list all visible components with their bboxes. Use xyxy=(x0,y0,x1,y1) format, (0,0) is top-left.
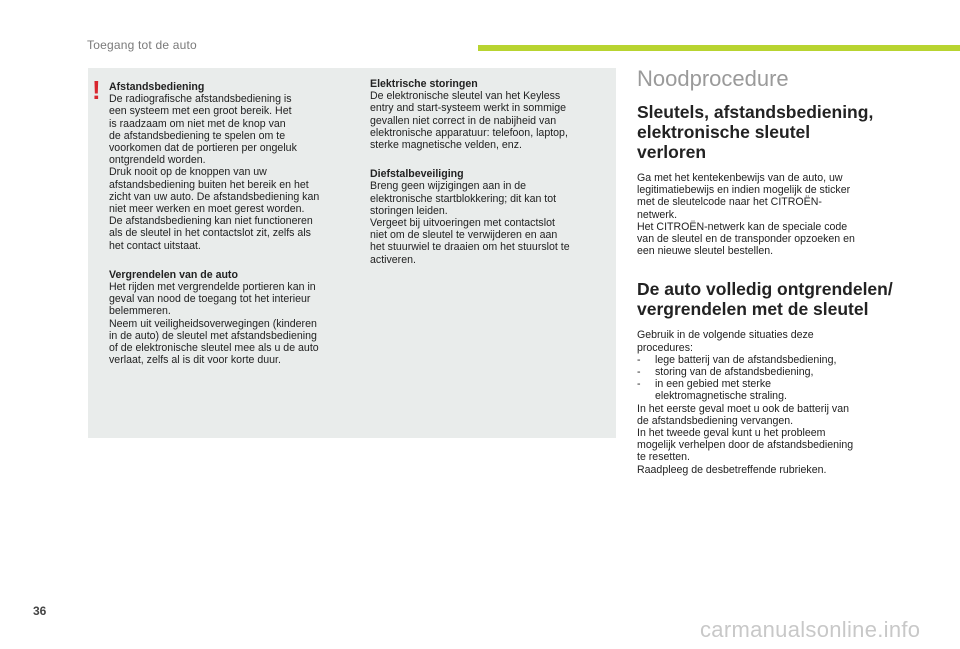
block-text: Het rijden met vergrendelde portieren kan in geval van nood de toegang tot het interieur belemmeren. Neem uit veiligheidsoverwegingen (kinderen in de auto) de sleutel met afstandsbediening of de elektronische sleutel mee als u de auto verlaat, zelfs al is dit voor korte duur. xyxy=(109,281,319,367)
block-title: Elektrische storingen xyxy=(370,78,478,90)
page-number: 36 xyxy=(33,604,47,618)
warning-right-column xyxy=(370,78,606,283)
section-outro-unlock-lock: In het eerste geval moet u ook de batterij van de afstandsbediening vervangen. In het tweede geval kunt u het probleem mogelijk verhelpen door de afstandsbediening te resetten. Raadpleeg de desbetreffende rubrieken. xyxy=(637,402,854,476)
warning-block-anti-theft xyxy=(370,168,606,266)
section-intro-unlock-lock: Gebruik in de volgende situaties deze procedures: xyxy=(637,329,814,354)
situations-list xyxy=(637,354,899,403)
block-title: Vergrendelen van de auto xyxy=(109,268,238,281)
exclamation-icon: ! xyxy=(92,75,101,105)
page-heading: Noodprocedure xyxy=(637,66,789,91)
warning-block-remote-control xyxy=(109,81,353,252)
block-title: Afstandsbediening xyxy=(109,81,205,93)
warning-block-locking xyxy=(109,269,353,367)
main-content xyxy=(637,66,899,498)
section-text-lost-keys: Ga met het kentekenbewijs van de auto, uw legitimatiebewijs en indien mogelijk de sticker met de sleutelcode naar het CITROËN- netwerk. Het CITROËN-netwerk kan de speciale code van de sleutel en de transponder opzoeken en een nieuwe sleutel bestellen. xyxy=(637,172,855,258)
block-text: De radiografische afstandsbediening is een systeem met een groot bereik. Het is raadzaam om niet met de knop van de afstandsbediening te spelen om te voorkomen dat de portieren per ongeluk ontgrendeld worden. Druk nooit op de knoppen van uw afstandsbediening buiten het bereik en het zicht van uw auto. De afstandsbediening kan niet meer werken en moet gerest worden. De afstandsbediening kan niet functioneren als de sleutel in het contactslot zit, zelfs als het contact uitstaat. xyxy=(109,93,320,252)
warning-left-column xyxy=(109,81,353,383)
list-item: - in een gebied met sterke elektromagnetische straling. xyxy=(637,378,787,403)
block-text: De elektronische sleutel van het Keyless entry and start-systeem werkt in sommige gevallen niet correct in de nabijheid van elektronische apparatuur: telefoon, laptop, sterke magnetische velden, enz. xyxy=(370,90,568,152)
section-heading-unlock-lock: De auto volledig ontgrendelen/ vergrendelen met de sleutel xyxy=(637,279,893,320)
block-text: Breng geen wijzigingen aan in de elektronische startblokkering; dit kan tot storingen leiden. Vergeet bij uitvoeringen met contactslot niet om de sleutel te verwijderen en aan het stuurwiel te draaien om het stuurslot te activeren. xyxy=(370,180,570,266)
warning-block-electrical-faults xyxy=(370,78,606,151)
section-header-bar xyxy=(478,45,960,51)
watermark: carmanualsonline.info xyxy=(700,617,921,642)
list-item: - lege batterij van de afstandsbediening, xyxy=(637,353,837,366)
list-item: - storing van de afstandsbediening, xyxy=(637,366,814,379)
block-title: Diefstalbeveiliging xyxy=(370,168,464,181)
section-heading-lost-keys: Sleutels, afstandsbediening, elektronische sleutel verloren xyxy=(637,102,874,162)
section-header-title: Toegang tot de auto xyxy=(87,38,197,52)
